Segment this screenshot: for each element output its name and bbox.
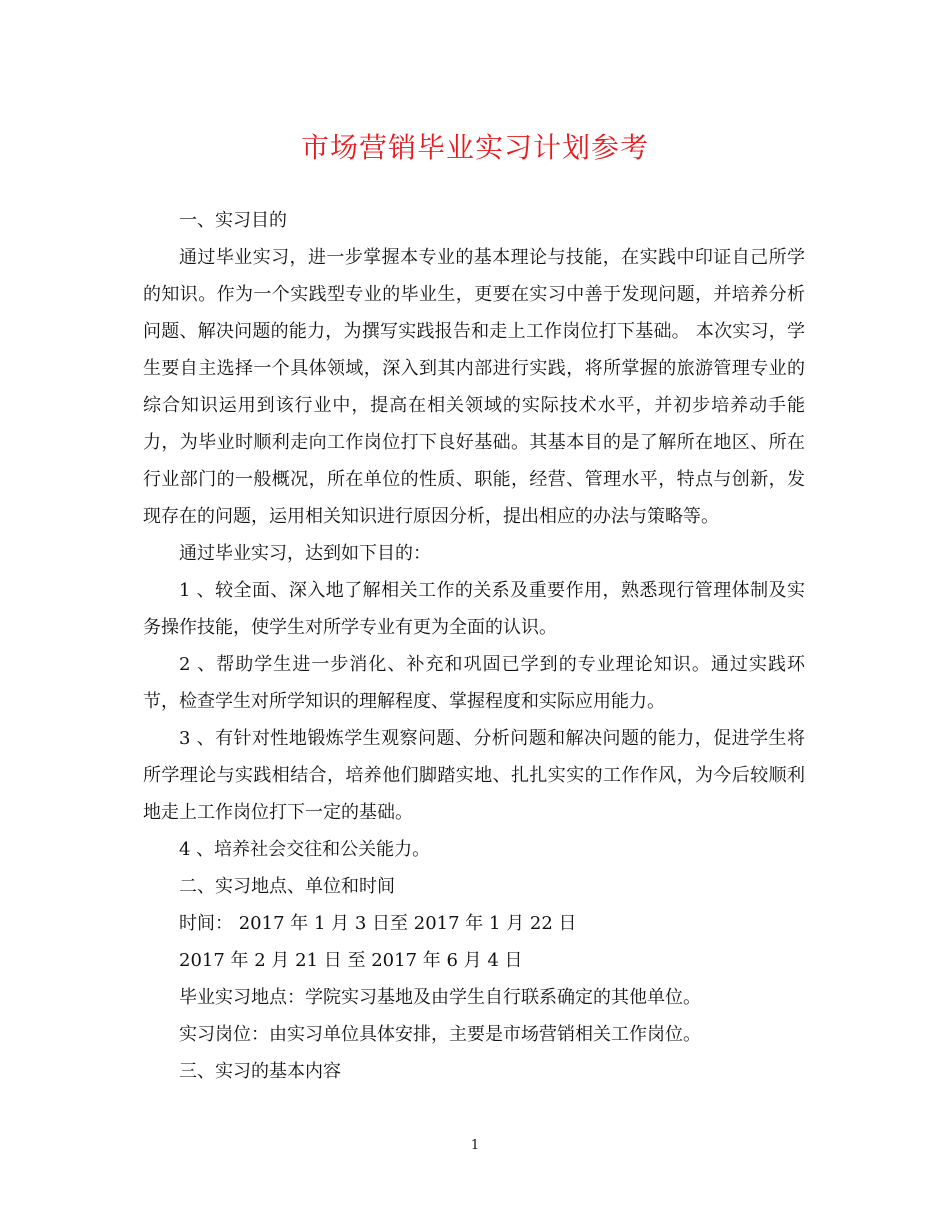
paragraph-location: 毕业实习地点：学院实习基地及由学生自行联系确定的其他单位。: [179, 987, 701, 1008]
paragraph-time-range-2: 2017 年 2 月 21 日 至 2017 年 6 月 4 日: [179, 950, 523, 971]
list-item-goal-1: 1 、较全面、深入地了解相关工作的关系及重要作用，熟悉现行管理体制及实务操作技能，使学生对所学专业有更为全面的认识。: [143, 580, 805, 638]
paragraph-time-range-1: 时间： 2017 年 1 月 3 日至 2017 年 1 月 22 日: [179, 913, 577, 934]
heading-basic-content: 三、实习的基本内容: [179, 1061, 341, 1082]
list-item-goal-3: 3 、有针对性地锻炼学生观察问题、分析问题和解决问题的能力，促进学生将所学理论与实践相结合，培养他们脚踏实地、扎扎实实的工作作风，为今后较顺利地走上工作岗位打下一定的基础。: [143, 728, 805, 823]
list-item-goal-4: 4 、培养社会交往和公关能力。: [179, 839, 431, 860]
heading-location-time: 二、实习地点、单位和时间: [179, 876, 395, 897]
document-title: 市场营销毕业实习计划参考: [300, 131, 649, 164]
paragraph-purpose-intro: 通过毕业实习，达到如下目的：: [179, 543, 431, 564]
page-number: 1: [470, 1138, 480, 1153]
paragraph-purpose-description: 通过毕业实习，进一步掌握本专业的基本理论与技能，在实践中印证自己所学的知识。作为一个实践型专业的毕业生，更要在实习中善于发现问题，并培养分析问题、解决问题的能力，为撰写实践报告和走上工作岗位打下基础。 本次实习，学生要自主选择一个具体领域，深入到其内部进行实践，将所掌握的旅游管理专业的综合知识运用到该行业中，提高在相关领域的实际技术水平，并初步培养动手能力，为毕业时顺利走向工作岗位打下良好基础。其基本目的是了解所在地区、所在行业部门的一般概况，所在单位的性质、职能，经营、管理水平，特点与创新，发现存在的问题，运用相关知识进行原因分析，提出相应的办法与策略等。: [143, 247, 805, 527]
heading-internship-purpose: 一、实习目的: [179, 210, 287, 231]
document-body: [143, 202, 805, 1090]
list-item-goal-2: 2 、帮助学生进一步消化、补充和巩固已学到的专业理论知识。通过实践环节，检查学生对所学知识的理解程度、掌握程度和实际应用能力。: [143, 654, 805, 712]
paragraph-position: 实习岗位：由实习单位具体安排，主要是市场营销相关工作岗位。: [179, 1024, 701, 1045]
